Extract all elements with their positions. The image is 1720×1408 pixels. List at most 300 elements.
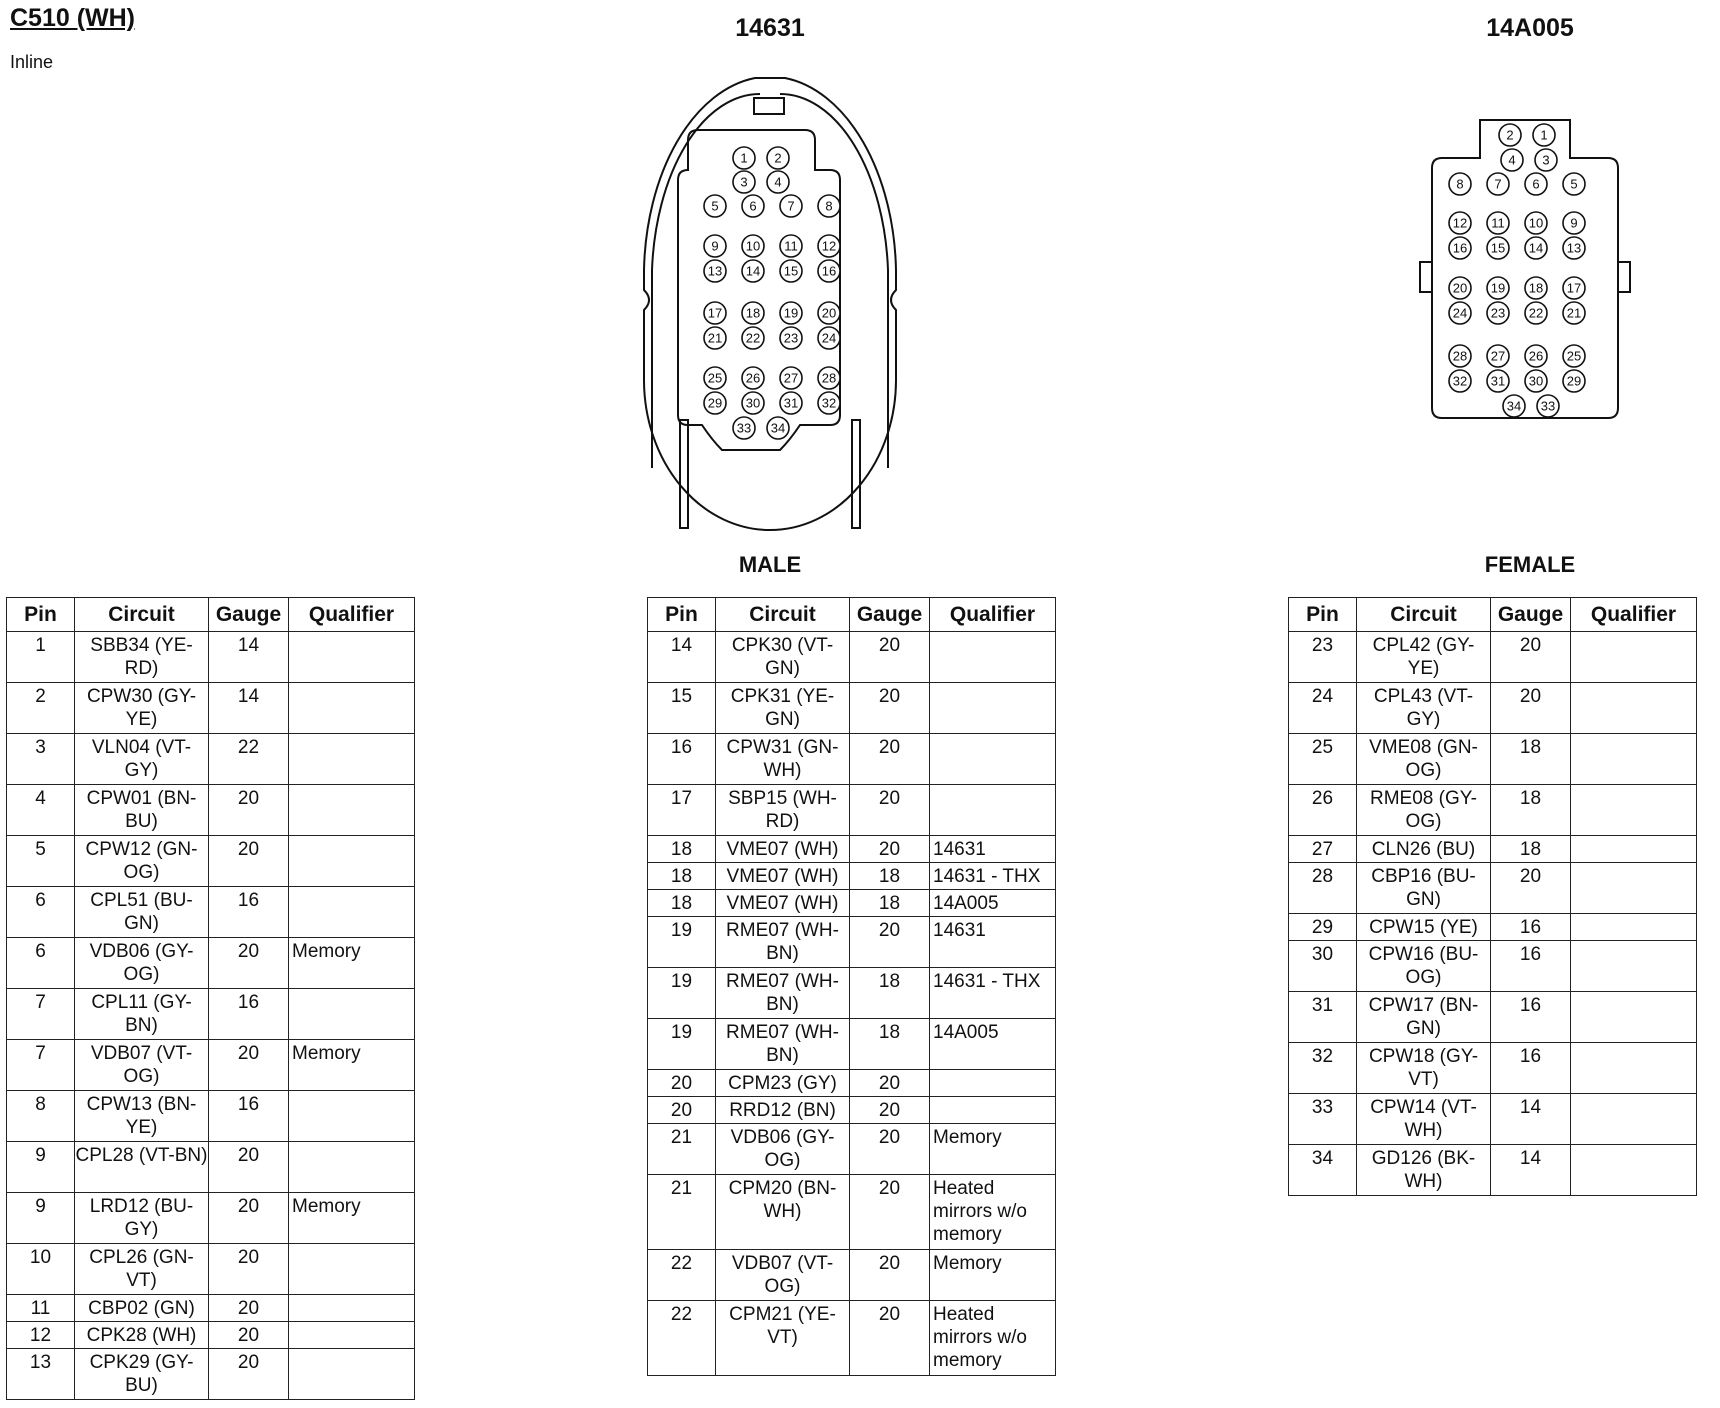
male-connector-shell <box>644 78 896 530</box>
pin-number: 33 <box>736 420 752 436</box>
cell-gauge: 20 <box>850 1124 930 1175</box>
pin-number: 1 <box>740 150 748 166</box>
connector-pin <box>742 260 764 282</box>
pin-number: 25 <box>707 370 723 386</box>
cell-pin: 21 <box>648 1175 716 1250</box>
header-circuit: Circuit <box>1357 598 1491 632</box>
connector-pin <box>742 327 764 349</box>
table-row <box>1289 1094 1697 1145</box>
pin-number: 7 <box>1494 176 1502 192</box>
cell-circuit: CPL51 (BU-GN) <box>75 887 209 938</box>
cell-qualifier: Memory <box>289 1040 415 1091</box>
header-gauge: Gauge <box>1491 598 1571 632</box>
table-row <box>648 785 1056 836</box>
pin-number: 29 <box>707 395 723 411</box>
cell-qualifier <box>289 683 415 734</box>
cell-pin: 16 <box>648 734 716 785</box>
cell-pin: 9 <box>7 1193 75 1244</box>
cell-qualifier <box>1571 632 1697 683</box>
cell-gauge: 20 <box>850 1250 930 1301</box>
pin-number: 4 <box>1508 152 1516 168</box>
female-label: FEMALE <box>1484 552 1576 577</box>
connector-pin <box>1525 212 1547 234</box>
pin-number: 29 <box>1566 373 1582 389</box>
cell-gauge: 20 <box>209 1040 289 1091</box>
cell-gauge: 20 <box>1491 863 1571 914</box>
cell-gauge: 16 <box>209 989 289 1040</box>
pin-table-1 <box>6 597 415 1400</box>
cell-gauge: 20 <box>850 683 930 734</box>
pin-number: 17 <box>1566 280 1582 296</box>
table-row <box>1289 785 1697 836</box>
connector-pin <box>704 392 726 414</box>
cell-circuit: VME08 (GN-OG) <box>1357 734 1491 785</box>
connector-pin <box>780 392 802 414</box>
cell-gauge: 16 <box>1491 914 1571 941</box>
cell-qualifier <box>289 989 415 1040</box>
connector-pin <box>780 235 802 257</box>
connector-pin <box>733 171 755 193</box>
cell-circuit: CBP02 (GN) <box>75 1295 209 1322</box>
table-row <box>648 890 1056 917</box>
table-row <box>1289 632 1697 683</box>
connector-pin <box>1503 395 1525 417</box>
cell-circuit: CPK31 (YE-GN) <box>716 683 850 734</box>
male-part-number: 14631 <box>735 14 805 42</box>
cell-gauge: 18 <box>850 1019 930 1070</box>
cell-qualifier <box>289 1322 415 1349</box>
table-body <box>648 632 1056 1376</box>
cell-pin: 24 <box>1289 683 1357 734</box>
cell-gauge: 20 <box>1491 632 1571 683</box>
cell-qualifier: 14631 <box>930 917 1056 968</box>
cell-gauge: 14 <box>1491 1094 1571 1145</box>
table-row <box>1289 863 1697 914</box>
cell-gauge: 20 <box>850 1301 930 1376</box>
table-row <box>7 1295 415 1322</box>
cell-circuit: CPL28 (VT-BN) <box>75 1142 209 1193</box>
connector-pin <box>742 302 764 324</box>
male-connector-diagram <box>640 70 900 540</box>
pin-number: 19 <box>783 305 799 321</box>
pin-number: 2 <box>1506 127 1514 143</box>
table-row <box>7 734 415 785</box>
cell-qualifier <box>289 734 415 785</box>
cell-qualifier: 14631 <box>930 836 1056 863</box>
cell-circuit: CPW16 (BU-OG) <box>1357 941 1491 992</box>
cell-circuit: RME08 (GY-OG) <box>1357 785 1491 836</box>
pin-number: 22 <box>745 330 761 346</box>
cell-pin: 15 <box>648 683 716 734</box>
cell-circuit: CPW12 (GN-OG) <box>75 836 209 887</box>
connector-pin <box>1487 237 1509 259</box>
cell-pin: 7 <box>7 1040 75 1091</box>
cell-pin: 4 <box>7 785 75 836</box>
cell-qualifier <box>289 1142 415 1193</box>
connector-pin <box>742 367 764 389</box>
pin-number: 11 <box>1491 215 1505 231</box>
cell-gauge: 20 <box>1491 683 1571 734</box>
pin-number: 26 <box>745 370 761 386</box>
cell-circuit: CPM23 (GY) <box>716 1070 850 1097</box>
connector-pin <box>1525 302 1547 324</box>
table-row <box>1289 1043 1697 1094</box>
cell-circuit: CPK30 (VT-GN) <box>716 632 850 683</box>
cell-qualifier <box>289 1244 415 1295</box>
header-circuit: Circuit <box>716 598 850 632</box>
pin-number: 28 <box>1452 348 1468 364</box>
cell-qualifier: Heated mirrors w/o memory <box>930 1175 1056 1250</box>
cell-circuit: CPW18 (GY-VT) <box>1357 1043 1491 1094</box>
connector-pin <box>1449 237 1471 259</box>
pin-number: 20 <box>821 305 837 321</box>
cell-qualifier: Memory <box>930 1250 1056 1301</box>
connector-pin <box>780 260 802 282</box>
pin-number: 1 <box>1540 127 1548 143</box>
cell-pin: 8 <box>7 1091 75 1142</box>
cell-circuit: VDB07 (VT-OG) <box>75 1040 209 1091</box>
cell-gauge: 16 <box>209 887 289 938</box>
pin-table-3 <box>1288 597 1697 1196</box>
connector-pin <box>1487 173 1509 195</box>
cell-pin: 3 <box>7 734 75 785</box>
cell-gauge: 18 <box>850 863 930 890</box>
table-row <box>648 683 1056 734</box>
cell-gauge: 22 <box>209 734 289 785</box>
table-row <box>648 734 1056 785</box>
connector-pin <box>1525 173 1547 195</box>
cell-qualifier: Heated mirrors w/o memory <box>930 1301 1056 1376</box>
cell-pin: 29 <box>1289 914 1357 941</box>
pin-number: 15 <box>1490 240 1506 256</box>
connector-pin <box>704 302 726 324</box>
cell-gauge: 20 <box>850 836 930 863</box>
pin-number: 9 <box>1570 215 1578 231</box>
cell-circuit: SBB34 (YE-RD) <box>75 632 209 683</box>
connector-pin <box>818 235 840 257</box>
cell-qualifier: 14631 - THX <box>930 968 1056 1019</box>
table-row <box>7 1244 415 1295</box>
cell-pin: 13 <box>7 1349 75 1400</box>
cell-circuit: CLN26 (BU) <box>1357 836 1491 863</box>
cell-gauge: 20 <box>850 632 930 683</box>
cell-qualifier <box>1571 1043 1697 1094</box>
table-row <box>1289 914 1697 941</box>
table-row <box>648 1124 1056 1175</box>
cell-qualifier <box>289 887 415 938</box>
cell-gauge: 20 <box>850 917 930 968</box>
cell-circuit: VDB06 (GY-OG) <box>716 1124 850 1175</box>
cell-circuit: CPW15 (YE) <box>1357 914 1491 941</box>
cell-gauge: 20 <box>209 785 289 836</box>
female-pin-grid <box>1449 124 1585 417</box>
cell-circuit: RRD12 (BN) <box>716 1097 850 1124</box>
cell-circuit: LRD12 (BU-GY) <box>75 1193 209 1244</box>
connector-pin <box>1449 277 1471 299</box>
cell-qualifier <box>930 785 1056 836</box>
pin-number: 18 <box>1528 280 1544 296</box>
pin-number: 18 <box>745 305 761 321</box>
connector-pin <box>818 327 840 349</box>
pin-number: 23 <box>783 330 799 346</box>
cell-pin: 7 <box>7 989 75 1040</box>
connector-pin <box>1525 237 1547 259</box>
cell-qualifier <box>1571 734 1697 785</box>
cell-pin: 10 <box>7 1244 75 1295</box>
table-row <box>7 1091 415 1142</box>
cell-pin: 6 <box>7 887 75 938</box>
cell-circuit: CBP16 (BU-GN) <box>1357 863 1491 914</box>
pin-number: 30 <box>1528 373 1544 389</box>
cell-circuit: CPW17 (BN-GN) <box>1357 992 1491 1043</box>
cell-qualifier <box>930 1097 1056 1124</box>
cell-gauge: 20 <box>850 734 930 785</box>
cell-gauge: 20 <box>209 1193 289 1244</box>
cell-pin: 34 <box>1289 1145 1357 1196</box>
pin-number: 22 <box>1528 305 1544 321</box>
cell-pin: 5 <box>7 836 75 887</box>
table-row <box>7 836 415 887</box>
pin-number: 32 <box>1452 373 1468 389</box>
connector-pin <box>780 367 802 389</box>
cell-qualifier <box>1571 836 1697 863</box>
connector-pin <box>1487 345 1509 367</box>
table-row <box>7 989 415 1040</box>
female-part-number: 14A005 <box>1486 14 1574 42</box>
cell-pin: 19 <box>648 1019 716 1070</box>
pin-table-2 <box>647 597 1056 1376</box>
pin-number: 17 <box>707 305 723 321</box>
cell-gauge: 20 <box>209 938 289 989</box>
cell-gauge: 16 <box>1491 992 1571 1043</box>
header-pin: Pin <box>7 598 75 632</box>
cell-circuit: CPL42 (GY-YE) <box>1357 632 1491 683</box>
table-row <box>7 1193 415 1244</box>
pin-number: 12 <box>821 238 837 254</box>
pin-number: 33 <box>1540 398 1556 414</box>
cell-pin: 33 <box>1289 1094 1357 1145</box>
connector-pin <box>1449 345 1471 367</box>
pin-number: 8 <box>825 198 833 214</box>
cell-qualifier: Memory <box>289 1193 415 1244</box>
connector-pin <box>818 302 840 324</box>
pin-number: 27 <box>1490 348 1506 364</box>
pin-number: 19 <box>1490 280 1506 296</box>
table-row <box>1289 836 1697 863</box>
cell-qualifier <box>930 734 1056 785</box>
connector-pin <box>780 302 802 324</box>
connector-pin <box>704 367 726 389</box>
table-row <box>7 785 415 836</box>
pin-number: 21 <box>707 330 723 346</box>
pin-number: 21 <box>1566 305 1582 321</box>
header-qualifier: Qualifier <box>930 598 1056 632</box>
cell-qualifier <box>289 1295 415 1322</box>
header-circuit: Circuit <box>75 598 209 632</box>
table-row <box>7 1349 415 1400</box>
pin-number: 13 <box>1566 240 1582 256</box>
pin-number: 31 <box>1490 373 1506 389</box>
cell-circuit: CPW13 (BN-YE) <box>75 1091 209 1142</box>
table-row <box>7 632 415 683</box>
female-right-latch <box>1618 262 1630 292</box>
cell-qualifier <box>930 632 1056 683</box>
pin-number: 14 <box>1528 240 1544 256</box>
male-pin-grid <box>704 147 840 439</box>
cell-qualifier: 14631 - THX <box>930 863 1056 890</box>
cell-pin: 14 <box>648 632 716 683</box>
connector-pin <box>742 195 764 217</box>
table-row <box>648 836 1056 863</box>
pin-number: 24 <box>821 330 837 346</box>
table-row <box>7 1322 415 1349</box>
table-row <box>1289 683 1697 734</box>
connector-pin <box>742 235 764 257</box>
table-row <box>1289 1145 1697 1196</box>
pin-number: 34 <box>770 420 786 436</box>
cell-gauge: 18 <box>1491 734 1571 785</box>
pin-number: 6 <box>749 198 757 214</box>
cell-qualifier <box>1571 992 1697 1043</box>
cell-circuit: CPW31 (GN-WH) <box>716 734 850 785</box>
cell-circuit: VME07 (WH) <box>716 890 850 917</box>
cell-pin: 30 <box>1289 941 1357 992</box>
cell-circuit: SBP15 (WH-RD) <box>716 785 850 836</box>
pin-number: 27 <box>783 370 799 386</box>
cell-pin: 11 <box>7 1295 75 1322</box>
cell-pin: 6 <box>7 938 75 989</box>
cell-qualifier <box>930 683 1056 734</box>
cell-circuit: GD126 (BK-WH) <box>1357 1145 1491 1196</box>
connector-pin <box>1449 370 1471 392</box>
cell-qualifier <box>289 836 415 887</box>
connector-pin <box>1487 302 1509 324</box>
cell-pin: 23 <box>1289 632 1357 683</box>
cell-gauge: 20 <box>209 1142 289 1193</box>
cell-circuit: CPL43 (VT-GY) <box>1357 683 1491 734</box>
table-row <box>648 863 1056 890</box>
connector-pin <box>1563 277 1585 299</box>
cell-qualifier <box>1571 914 1697 941</box>
cell-pin: 32 <box>1289 1043 1357 1094</box>
connector-pin <box>1525 345 1547 367</box>
cell-circuit: VLN04 (VT-GY) <box>75 734 209 785</box>
cell-circuit: CPL26 (GN-VT) <box>75 1244 209 1295</box>
pin-number: 31 <box>783 395 799 411</box>
cell-circuit: CPK28 (WH) <box>75 1322 209 1349</box>
connector-pin <box>818 367 840 389</box>
pin-number: 13 <box>707 263 723 279</box>
table-row <box>648 917 1056 968</box>
header-pin: Pin <box>1289 598 1357 632</box>
connector-pin <box>1563 237 1585 259</box>
connector-pin <box>1499 124 1521 146</box>
cell-pin: 25 <box>1289 734 1357 785</box>
pin-number: 16 <box>821 263 837 279</box>
pin-number: 9 <box>711 238 719 254</box>
pin-number: 3 <box>1542 152 1550 168</box>
pin-number: 23 <box>1490 305 1506 321</box>
cell-pin: 18 <box>648 890 716 917</box>
connector-pin <box>780 195 802 217</box>
connector-title: C510 (WH) <box>10 4 136 32</box>
cell-circuit: CPW14 (VT-WH) <box>1357 1094 1491 1145</box>
cell-pin: 18 <box>648 863 716 890</box>
cell-circuit: VDB07 (VT-OG) <box>716 1250 850 1301</box>
cell-circuit: CPW01 (BN-BU) <box>75 785 209 836</box>
connector-pin <box>767 147 789 169</box>
table-body <box>1289 632 1697 1196</box>
connector-pin <box>1525 277 1547 299</box>
pin-number: 25 <box>1566 348 1582 364</box>
pin-number: 10 <box>1528 215 1544 231</box>
cell-gauge: 20 <box>209 836 289 887</box>
cell-qualifier <box>1571 1145 1697 1196</box>
connector-pin <box>704 260 726 282</box>
connector-pin <box>1563 212 1585 234</box>
header-gauge: Gauge <box>850 598 930 632</box>
table-row <box>7 887 415 938</box>
cell-gauge: 20 <box>850 785 930 836</box>
cell-pin: 12 <box>7 1322 75 1349</box>
cell-gauge: 20 <box>850 1070 930 1097</box>
cell-circuit: CPL11 (GY-BN) <box>75 989 209 1040</box>
pin-number: 12 <box>1452 215 1468 231</box>
table-row <box>7 683 415 734</box>
cell-circuit: CPK29 (GY-BU) <box>75 1349 209 1400</box>
cell-gauge: 16 <box>209 1091 289 1142</box>
connector-pin <box>742 392 764 414</box>
cell-circuit: CPM21 (YE-VT) <box>716 1301 850 1376</box>
cell-gauge: 20 <box>850 1175 930 1250</box>
cell-circuit: VDB06 (GY-OG) <box>75 938 209 989</box>
connector-pin <box>818 392 840 414</box>
connector-pin <box>704 327 726 349</box>
header-pin: Pin <box>648 598 716 632</box>
connector-pin <box>818 260 840 282</box>
cell-gauge: 18 <box>1491 836 1571 863</box>
cell-pin: 19 <box>648 917 716 968</box>
table-row <box>1289 992 1697 1043</box>
cell-qualifier: 14A005 <box>930 890 1056 917</box>
cell-circuit: RME07 (WH-BN) <box>716 917 850 968</box>
cell-qualifier <box>289 1349 415 1400</box>
cell-circuit: VME07 (WH) <box>716 863 850 890</box>
cell-gauge: 14 <box>209 683 289 734</box>
cell-circuit: RME07 (WH-BN) <box>716 968 850 1019</box>
cell-pin: 9 <box>7 1142 75 1193</box>
connector-pin <box>1535 149 1557 171</box>
header-qualifier: Qualifier <box>1571 598 1697 632</box>
cell-qualifier <box>289 785 415 836</box>
male-label: MALE <box>738 552 802 577</box>
cell-pin: 28 <box>1289 863 1357 914</box>
pin-number: 3 <box>740 174 748 190</box>
cell-qualifier <box>1571 941 1697 992</box>
connector-pin <box>1487 212 1509 234</box>
cell-pin: 17 <box>648 785 716 836</box>
connector-pin <box>1537 395 1559 417</box>
connector-pin <box>1501 149 1523 171</box>
pin-number: 30 <box>745 395 761 411</box>
cell-qualifier: Memory <box>930 1124 1056 1175</box>
cell-pin: 18 <box>648 836 716 863</box>
table-row <box>7 938 415 989</box>
pin-number: 6 <box>1532 176 1540 192</box>
connector-pin <box>1563 370 1585 392</box>
cell-gauge: 14 <box>209 632 289 683</box>
cell-gauge: 20 <box>209 1349 289 1400</box>
